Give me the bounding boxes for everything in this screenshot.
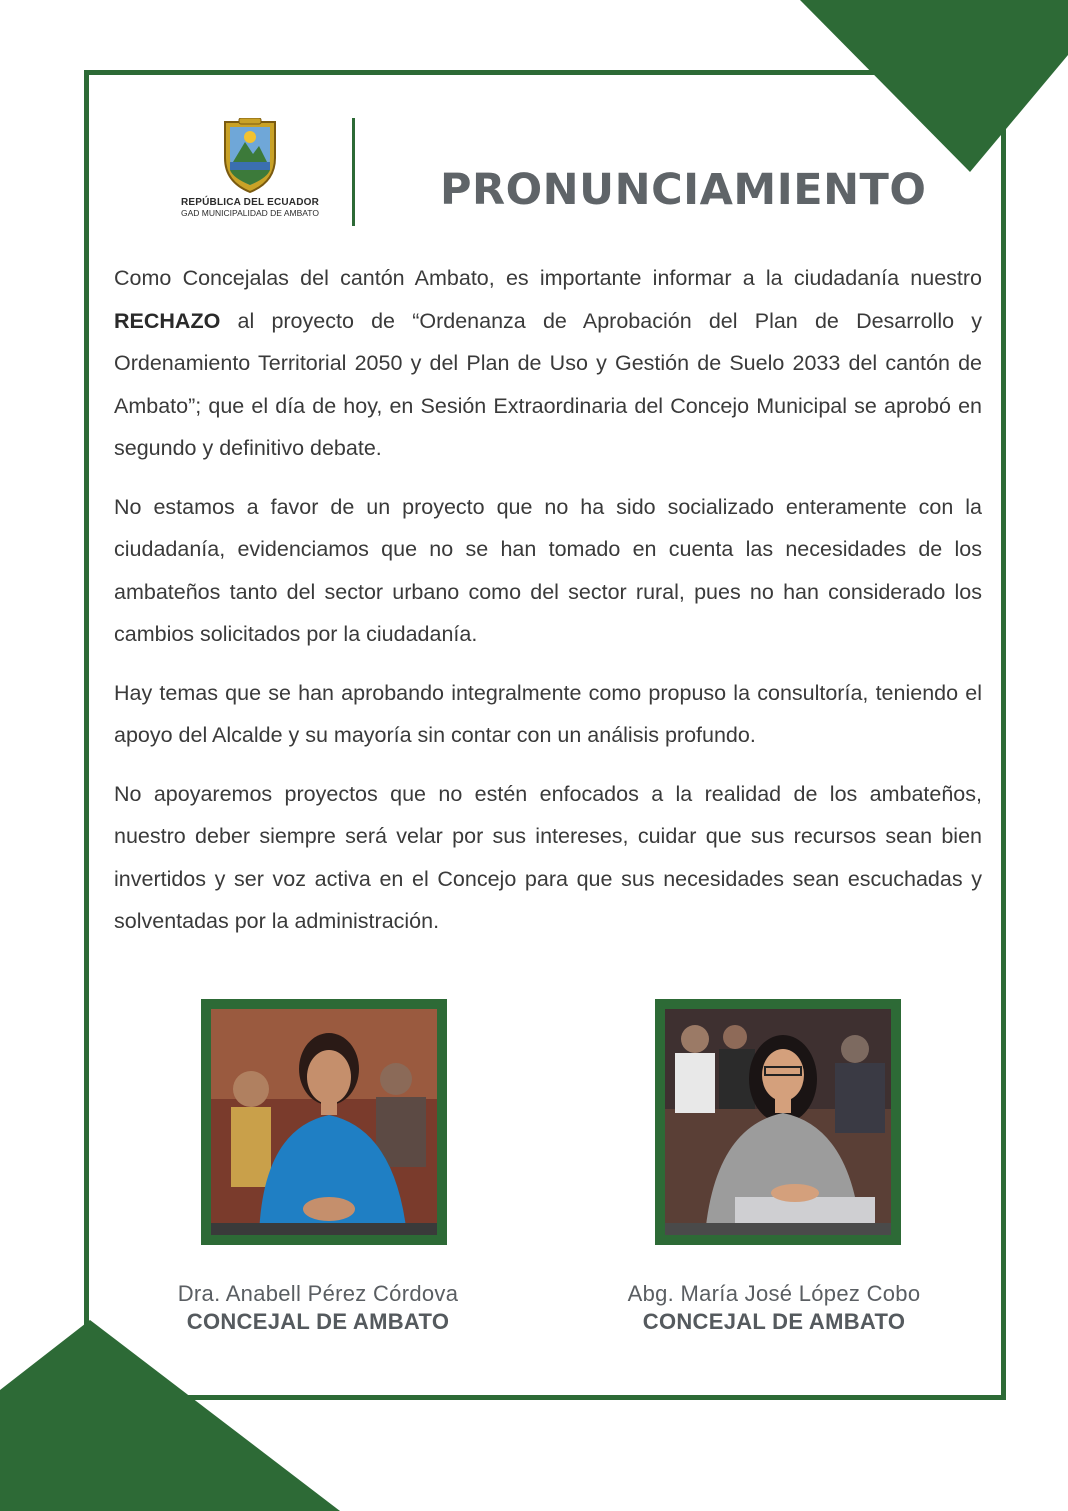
portrait-photo-2: [655, 999, 901, 1245]
signatory-role: CONCEJAL DE AMBATO: [186, 1309, 450, 1334]
paragraph-1: Como Concejalas del cantón Ambato, es importante informar a la ciudadanía nuestro RECHAZO al proyecto de “Ordenanza de Aprobación del Plan de Desarrollo y Ordenamiento Territorial 2050 y del Plan de Uso y Gestión de Suelo 2033 del cantón de Ambato”; que el día de hoy, en Sesión Extraordinaria del Concejo Municipal se aprobó en segundo y definitivo debate.: [114, 266, 982, 460]
statement-body: [114, 257, 982, 959]
signatory-2: [594, 1280, 954, 1336]
paragraph-4: No apoyaremos proyectos que no estén enfocados a la realidad de los ambateños, nuestro deber siempre será velar por sus intereses, cuidar que sus recursos sean bien invertidos y ser voz activa en el Concejo para que sus necesidades sean escuchadas y solventadas por la administración.: [114, 781, 982, 933]
coat-of-arms-icon: [219, 118, 281, 194]
signatory-name: Dra. Anabell Pérez Córdova: [177, 1281, 459, 1306]
page-title: PRONUNCIAMIENTO: [440, 165, 927, 215]
emphasis-rechazo: RECHAZO: [114, 308, 221, 333]
signatory-role: CONCEJAL DE AMBATO: [642, 1309, 906, 1334]
paragraph-2: No estamos a favor de un proyecto que no ha sido socializado enteramente con la ciudadanía, evidenciamos que no se han tomado en cuenta las necesidades de los ambateños tanto del sector urbano como del sector rural, pues no han considerado los cambios solicitados por la ciudadanía.: [114, 494, 982, 646]
municipal-logo: [160, 118, 340, 228]
logo-country-text: REPÚBLICA DEL ECUADOR: [180, 197, 320, 208]
header-divider: [352, 118, 355, 226]
logo-municipality-text: GAD MUNICIPALIDAD DE AMBATO: [181, 208, 319, 218]
portrait-photo-1: [201, 999, 447, 1245]
paragraph-3: Hay temas que se han aprobando integralmente como propuso la consultoría, teniendo el apoyo del Alcalde y su mayoría sin contar con un análisis profundo.: [114, 680, 982, 747]
signatory-1: [138, 1280, 498, 1336]
signatory-name: Abg. María José López Cobo: [627, 1281, 921, 1306]
